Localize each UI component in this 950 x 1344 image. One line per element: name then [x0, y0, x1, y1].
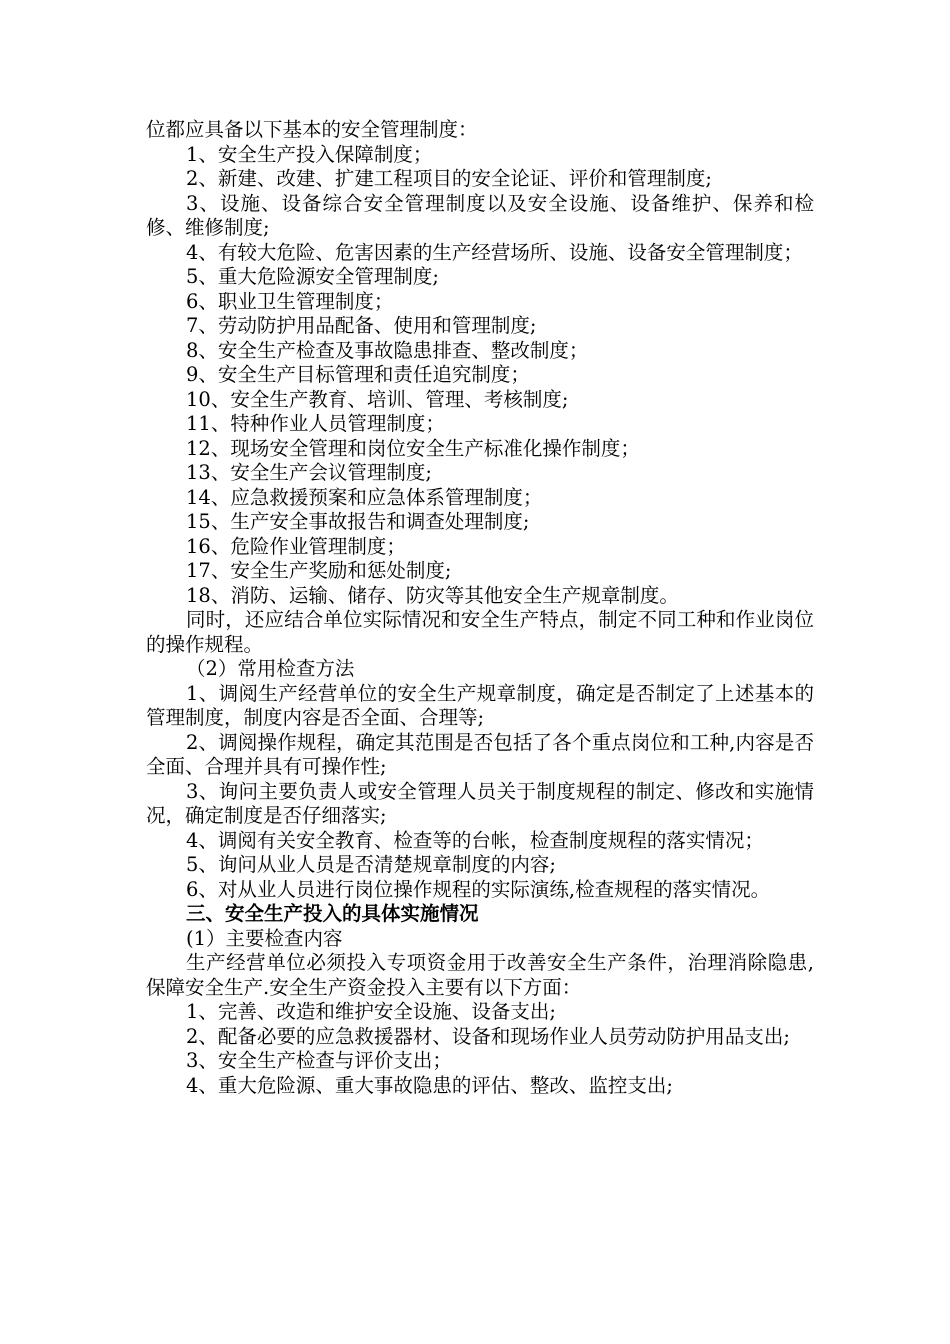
paragraph: 同时，还应结合单位实际情况和安全生产特点，制定不同工种和作业岗位的操作规程。: [146, 608, 814, 656]
paragraph: 18、消防、运输、储存、防灾等其他安全生产规章制度。: [186, 583, 679, 607]
paragraph: 2、新建、改建、扩建工程项目的安全论证、评价和管理制度;: [186, 167, 712, 190]
paragraph: 12、现场安全管理和岗位安全生产标准化操作制度；: [186, 436, 640, 460]
paragraph: 10、安全生产教育、培训、管理、考核制度;: [186, 387, 569, 411]
paragraph: 6、职业卫生管理制度；: [186, 289, 394, 313]
paragraph: 3、安全生产检查与评价支出；: [186, 1049, 452, 1072]
paragraph: （2）常用检查方法: [186, 657, 355, 680]
paragraph: 13、安全生产会议管理制度;: [186, 461, 432, 484]
paragraph: 2、调阅操作规程，确定其范围是否包括了各个重点岗位和工种,内容是否全面、合理并具有可操作性;: [146, 730, 814, 778]
paragraph: 4、重大危险源、重大事故隐患的评估、整改、监控支出;: [186, 1073, 673, 1097]
paragraph: 4、有较大危险、危害因素的生产经营场所、设施、设备安全管理制度；: [186, 240, 803, 264]
paragraph: 1、完善、改造和维护安全设施、设备支出;: [186, 1000, 556, 1023]
paragraph: 4、调阅有关安全教育、检查等的台帐，检查制度规程的落实情况；: [186, 828, 764, 852]
paragraph: 生产经营单位必须投入专项资金用于改善安全生产条件，治理消除隐患,保障安全生产.安全生产资金投入主要有以下方面：: [146, 951, 814, 999]
paragraph: 6、对从业人员进行岗位操作规程的实际演练,检查规程的落实情况。: [186, 877, 771, 901]
paragraph: 16、危险作业管理制度；: [186, 534, 406, 558]
paragraph: (1）主要检查内容: [186, 926, 343, 950]
document-page: [146, 118, 814, 1098]
paragraph: 5、重大危险源安全管理制度;: [186, 265, 439, 288]
paragraph: 15、生产安全事故报告和调查处理制度;: [186, 510, 530, 533]
paragraph: 5、询问从业人员是否清楚规章制度的内容;: [186, 853, 556, 876]
paragraph: 3、询问主要负责人或安全管理人员关于制度规程的制定、修改和实施情况，确定制度是否仔细落实;: [146, 779, 814, 827]
paragraph: 17、安全生产奖励和惩处制度;: [186, 559, 452, 582]
section-heading: 三、安全生产投入的具体实施情况: [186, 902, 479, 925]
paragraph: 9、安全生产目标管理和责任追究制度；: [186, 363, 530, 386]
paragraph: 8、安全生产检查及事故隐患排查、整改制度；: [186, 338, 589, 362]
paragraph: 11、特种作业人员管理制度；: [186, 412, 445, 435]
paragraph: 7、劳动防护用品配备、使用和管理制度;: [186, 314, 537, 337]
paragraph: 位都应具备以下基本的安全管理制度：: [146, 118, 478, 141]
paragraph: 2、配备必要的应急救援器材、设备和现场作业人员劳动防护用品支出;: [186, 1024, 790, 1048]
paragraph: 1、调阅生产经营单位的安全生产规章制度，确定是否制定了上述基本的管理制度，制度内容是否全面、合理等;: [146, 681, 814, 729]
paragraph: 1、安全生产投入保障制度；: [186, 142, 433, 166]
paragraph: 3、设施、设备综合安全管理制度以及安全设施、设备维护、保养和检修、维修制度;: [146, 191, 814, 239]
paragraph: 14、应急救援预案和应急体系管理制度；: [186, 485, 543, 509]
